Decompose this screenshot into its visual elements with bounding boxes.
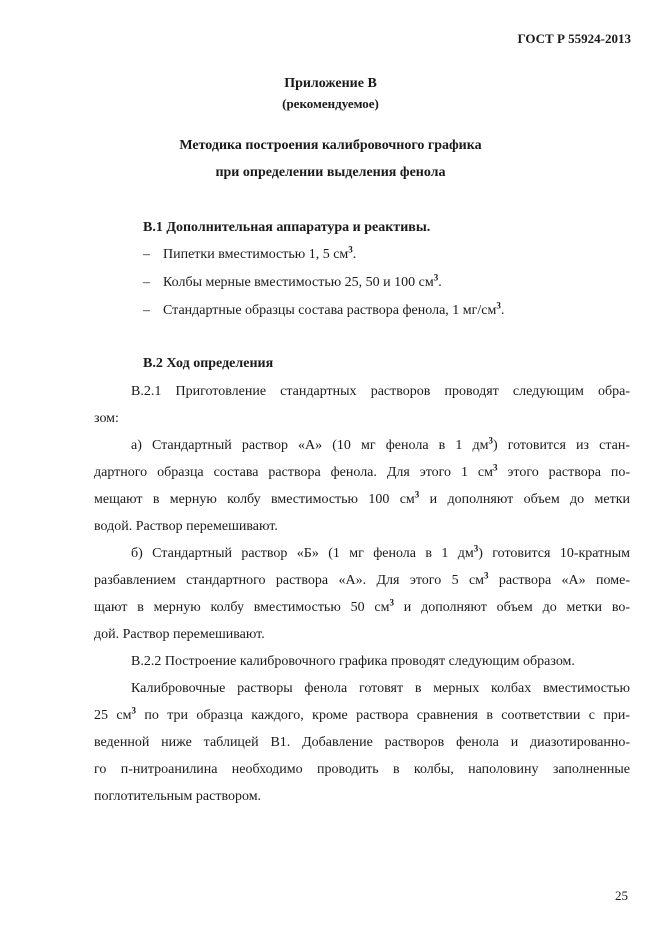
text-run: дартного образца состава раствора фенола. Для этого 1 см <box>94 465 493 480</box>
section2-title: В.2 Ход определения <box>143 356 274 371</box>
text-run: щают в мерную колбу вместимостью 50 см <box>94 600 390 615</box>
paragraph-line <box>94 462 630 481</box>
superscript: 3 <box>473 543 479 554</box>
paragraph-line <box>94 597 630 616</box>
text-run: а) Стандартный раствор «А» (10 мг фенола в 1 дм <box>131 438 489 453</box>
paragraph-line: В.2.2 Построение калибровочного графика проводят следующим образом. <box>131 654 575 669</box>
list-item-tail: . <box>500 303 505 318</box>
list-item-tail: . <box>438 275 442 290</box>
superscript: 3 <box>348 244 353 255</box>
list-item-tail: . <box>352 247 357 262</box>
method-title-line1: Методика построения калибровочного графика <box>179 138 482 153</box>
paragraph-line <box>94 570 630 589</box>
text-run: и дополняют объем до метки во- <box>393 600 630 615</box>
paragraph-line: зом: <box>94 411 119 426</box>
paragraph-line <box>131 543 631 562</box>
list-item <box>143 244 357 263</box>
list-dash: – <box>143 247 150 262</box>
text-run: по три образца каждого, кроме раствора сравнения в соответствии с при- <box>135 708 631 723</box>
paragraph-line: го п-нитроанилина необходимо проводить в колбы, наполовину заполненные <box>94 762 630 777</box>
appendix-title: Приложение В <box>284 76 377 91</box>
text-run: разбавлением стандартного раствора «А». Для этого 5 см <box>94 573 485 588</box>
section1-title: В.1 Дополнительная аппаратура и реактивы. <box>143 220 431 235</box>
paragraph-line <box>131 435 630 454</box>
appendix-subtitle: (рекомендуемое) <box>282 96 379 111</box>
superscript: 3 <box>488 435 493 446</box>
page-number: 25 <box>615 888 628 903</box>
standard-header: ГОСТ Р 55924-2013 <box>517 31 631 46</box>
superscript: 3 <box>484 570 489 581</box>
list-item <box>143 272 442 291</box>
text-run: этого раствора по- <box>497 465 630 480</box>
paragraph-line: В.2.1 Приготовление стандартных растворов проводят следующим обра- <box>131 384 630 399</box>
list-dash: – <box>143 303 150 318</box>
list-item-text: Колбы мерные вместимостью 25, 50 и 100 см <box>163 275 434 290</box>
text-run: ) готовится из стан- <box>492 438 630 453</box>
text-run: б) Стандартный раствор «Б» (1 мг фенола в 1 дм <box>131 546 474 561</box>
paragraph-line: дой. Раствор перемешивают. <box>94 627 265 642</box>
superscript: 3 <box>389 597 394 608</box>
paragraph-line <box>94 705 631 724</box>
paragraph-line: поглотительным раствором. <box>94 789 262 804</box>
list-dash: – <box>143 275 150 290</box>
text-run: и дополняют объем до метки <box>419 492 631 507</box>
method-title-line2: при определении выделения фенола <box>215 165 446 180</box>
text-run: 25 см <box>94 708 132 723</box>
paragraph-line <box>94 489 631 508</box>
list-item <box>143 300 505 319</box>
list-item-text: Пипетки вместимостью 1, 5 см <box>163 247 349 262</box>
list-item-text: Стандартные образцы состава раствора фенола, 1 мг/см <box>163 303 497 318</box>
superscript: 3 <box>414 489 420 500</box>
text-run: раствора «А» поме- <box>488 573 630 588</box>
paragraph-line: водой. Раствор перемешивают. <box>94 519 278 534</box>
text-run: мещают в мерную колбу вместимостью 100 см <box>94 492 415 507</box>
paragraph-line: Калибровочные растворы фенола готовят в мерных колбах вместимостью <box>131 681 630 696</box>
superscript: 3 <box>131 705 136 716</box>
superscript: 3 <box>496 300 501 311</box>
paragraph-line: веденной ниже таблицей В1. Добавление растворов фенола и диазотированно- <box>94 735 630 750</box>
text-run: ) готовится 10-кратным <box>478 546 631 561</box>
superscript: 3 <box>492 462 498 473</box>
superscript: 3 <box>433 272 439 283</box>
